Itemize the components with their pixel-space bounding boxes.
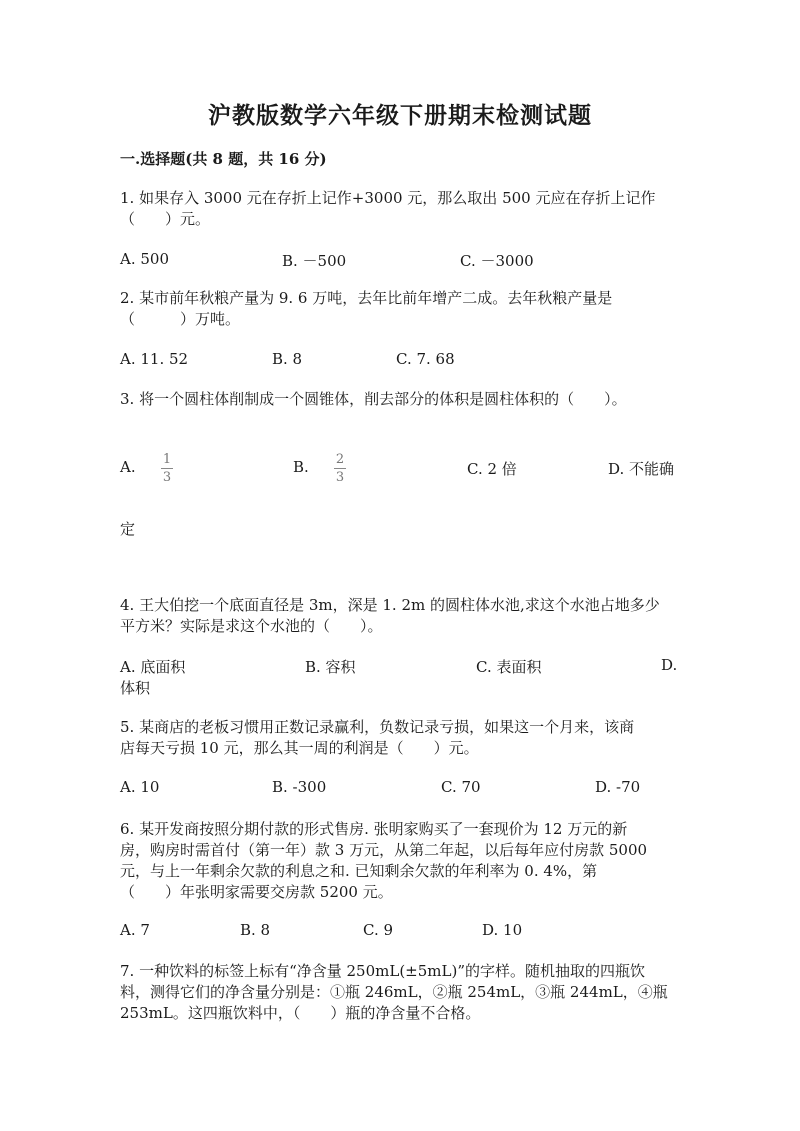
page-title: 沪教版数学六年级下册期末检测试题 [208,102,592,129]
question-2-line-1: 2. 某市前年秋粮产量为 9. 6 万吨，去年比前年增产二成。去年秋粮产量是 [120,289,613,307]
question-6-line-3: 元，与上一年剩余欠款的利息之和. 已知剩余欠款的年利率为 0. 4%，第 [120,862,598,880]
question-4-option-b: B. 容积 [305,658,356,676]
question-6-option-c: C. 9 [363,921,394,939]
question-1-option-b: B. －500 [282,252,347,270]
question-3-option-d: D. 不能确 [608,460,675,478]
question-1-line-2: （ ）元。 [120,210,211,228]
question-4-option-d-continuation: 体积 [120,679,151,697]
question-4-option-d: D. [661,656,678,674]
fraction-two-thirds [334,452,346,485]
fraction-numerator: 1 [162,452,172,467]
question-5-line-1: 5. 某商店的老板习惯用正数记录赢利，负数记录亏损，如果这一个月来，该商 [120,718,635,736]
question-7-line-3: 253mL。这四瓶饮料中，（ ）瓶的净含量不合格。 [120,1004,481,1022]
question-1-option-a: A. 500 [120,250,169,268]
question-5-line-2: 店每天亏损 10 元，那么其一周的利润是（ ）元。 [120,739,479,757]
question-2-option-c: C. 7. 68 [396,350,455,368]
question-1-option-c: C. －3000 [460,252,534,270]
fraction-bar [161,468,173,469]
question-4-line-2: 平方米？实际是求这个水池的（ ）。 [120,617,383,635]
question-5-option-b: B. -300 [272,778,327,796]
question-6-line-4: （ ）年张明家需要交房款 5200 元。 [120,883,393,901]
question-2-line-2: （ ）万吨。 [120,310,241,328]
question-7-line-1: 7. 一种饮料的标签上标有“净含量 250mL(±5mL)”的字样。随机抽取的四瓶饮 [120,962,646,980]
question-4-option-a: A. 底面积 [120,658,186,676]
section-heading: 一.选择题(共 8 题，共 16 分) [120,150,327,168]
question-7-line-2: 料，测得它们的净含量分别是：①瓶 246mL，②瓶 254mL，③瓶 244mL，④瓶 [120,983,668,1001]
question-6-option-a: A. 7 [120,921,150,939]
fraction-denominator: 3 [335,470,345,485]
question-4-line-1: 4. 王大伯挖一个底面直径是 3m，深是 1. 2m 的圆柱体水池,求这个水池占地多少 [120,596,660,614]
question-4-option-c: C. 表面积 [476,658,542,676]
fraction-bar [334,468,346,469]
question-6-line-2: 房，购房时需首付（第一年）款 3 万元，从第二年起，以后每年应付房款 5000 [120,841,648,859]
question-3-option-d-continuation: 定 [120,520,136,538]
question-6-option-d: D. 10 [482,921,523,939]
question-1-line-1: 1. 如果存入 3000 元在存折上记作+3000 元，那么取出 500 元应在存折上记作 [120,189,656,207]
question-2-option-a: A. 11. 52 [120,350,189,368]
question-6-line-1: 6. 某开发商按照分期付款的形式售房. 张明家购买了一套现价为 12 万元的新 [120,820,628,838]
question-5-option-c: C. 70 [441,778,481,796]
fraction-denominator: 3 [162,470,172,485]
fraction-one-third [161,452,173,485]
question-5-option-d: D. -70 [595,778,641,796]
question-3-line-1: 3. 将一个圆柱体削制成一个圆锥体，削去部分的体积是圆柱体积的（ ）。 [120,390,627,408]
fraction-numerator: 2 [335,452,345,467]
question-2-option-b: B. 8 [272,350,303,368]
question-5-option-a: A. 10 [120,778,160,796]
question-3-option-a: A. [120,458,136,476]
question-6-option-b: B. 8 [240,921,271,939]
question-3-option-b: B. [293,458,309,476]
question-3-option-c: C. 2 倍 [467,460,517,478]
